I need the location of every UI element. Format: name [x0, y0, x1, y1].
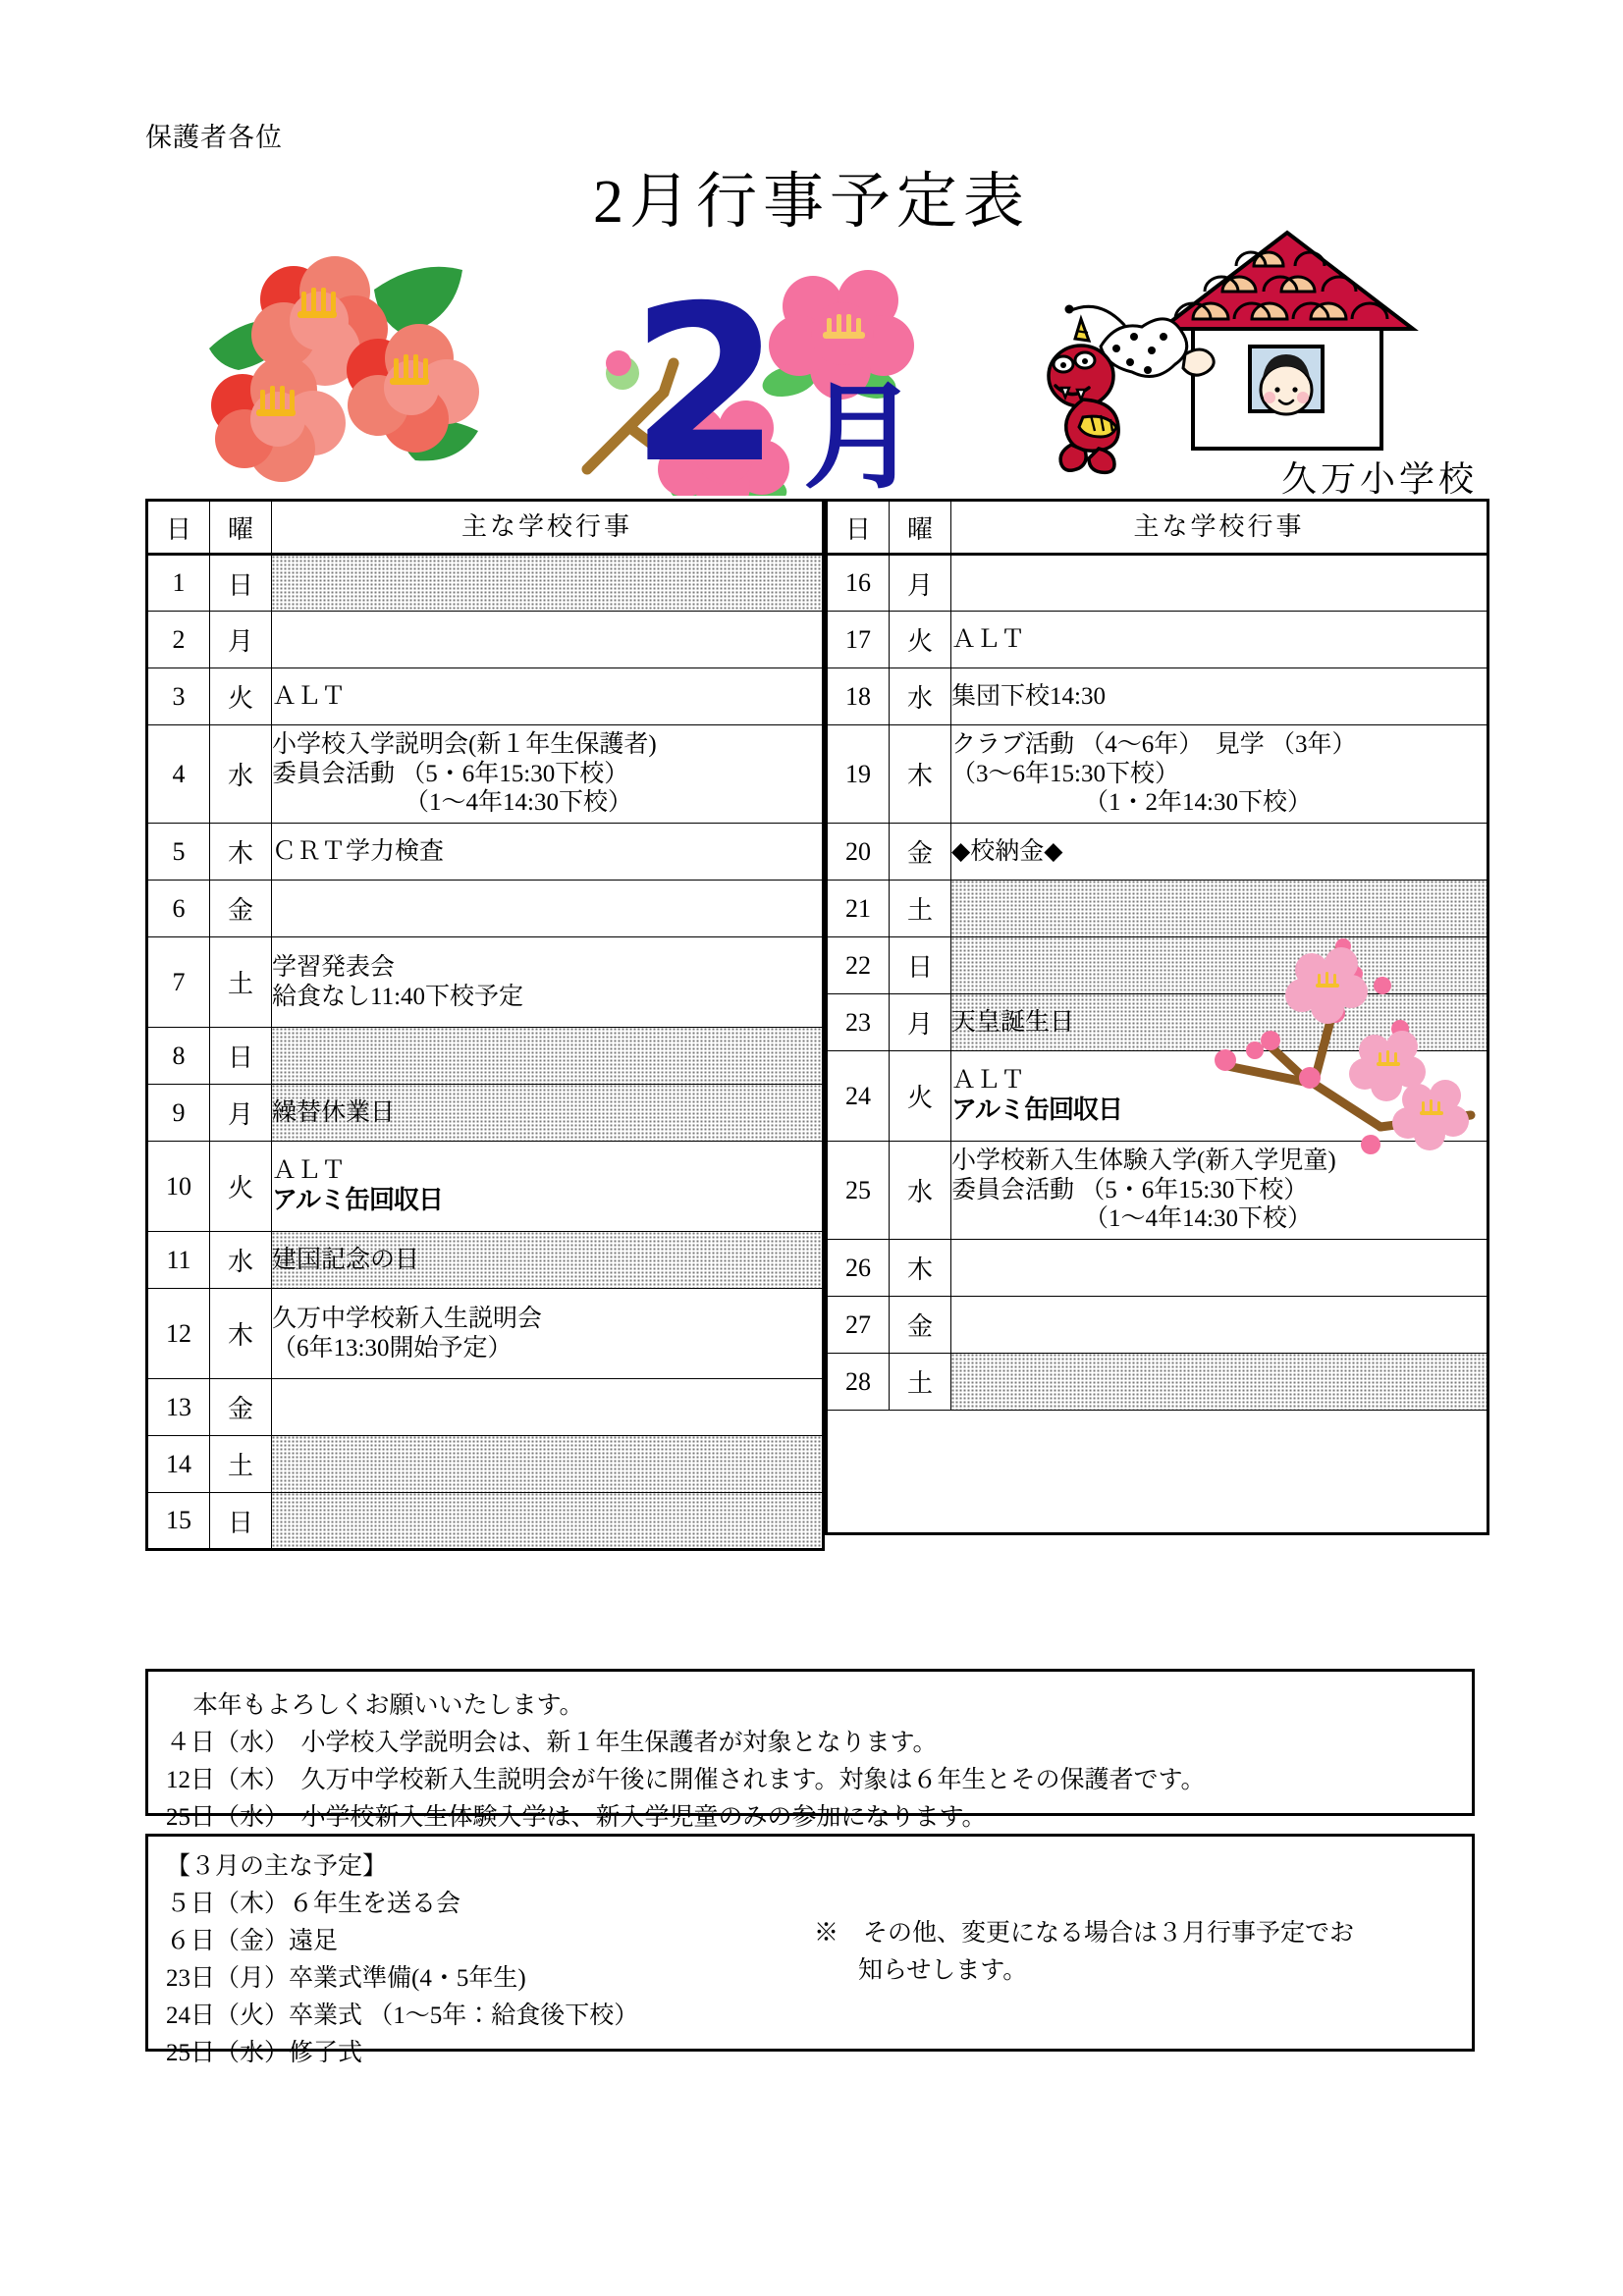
day-number: 8 — [147, 1028, 210, 1085]
event-line: （3〜6年15:30下校） — [951, 760, 1179, 787]
day-number: 2 — [147, 612, 210, 668]
march-item: 24日（火）卒業式 （1〜5年：給食後下校） — [166, 2002, 639, 2029]
header-dow: 曜 — [210, 501, 272, 555]
header-day: 日 — [147, 501, 210, 555]
event-cell — [272, 1436, 824, 1493]
day-of-week: 水 — [890, 1142, 951, 1240]
event-line: 繰替休業日 — [272, 1098, 396, 1126]
event-line: クラブ活動 （4〜6年） 見学 （3年） — [951, 731, 1357, 759]
header-events: 主な学校行事 — [951, 501, 1488, 555]
table-row — [827, 994, 1488, 1051]
day-of-week: 水 — [210, 725, 272, 824]
day-of-week: 月 — [210, 612, 272, 668]
table-row — [147, 1085, 824, 1142]
table-row — [147, 1028, 824, 1085]
march-item: 23日（月）卒業式準備(4・5年生) — [166, 1965, 526, 1992]
event-line: 小学校入学説明会(新１年生保護者) — [272, 731, 657, 759]
march-item: ５日（木）６年生を送る会 — [166, 1891, 461, 1917]
table-row — [827, 555, 1488, 612]
day-of-week: 金 — [890, 1297, 951, 1354]
day-number: 15 — [147, 1493, 210, 1550]
event-cell — [272, 937, 824, 1028]
table-header-row — [827, 501, 1488, 555]
event-cell — [272, 1028, 824, 1085]
event-cell — [272, 881, 824, 937]
table-row — [827, 668, 1488, 725]
table-row — [147, 1436, 824, 1493]
svg-text:月: 月 — [803, 369, 920, 496]
day-of-week: 月 — [890, 555, 951, 612]
event-line: （6年13:30開始予定） — [272, 1334, 513, 1362]
event-line: （1・2年14:30下校） — [1084, 789, 1312, 817]
day-number: 26 — [827, 1240, 890, 1297]
empty-filler-cell — [827, 1411, 1488, 1534]
day-number: 24 — [827, 1051, 890, 1142]
day-number: 27 — [827, 1297, 890, 1354]
day-number: 16 — [827, 555, 890, 612]
march-item: 25日（水）修了式 — [166, 2040, 363, 2066]
day-of-week: 日 — [890, 937, 951, 994]
page-title: 2月行事予定表 — [592, 169, 1030, 236]
event-cell — [951, 881, 1488, 937]
event-line: 久万中学校新入生説明会 — [272, 1306, 543, 1332]
table-row — [827, 1354, 1488, 1411]
march-schedule-box — [145, 1834, 1475, 2066]
table-row — [147, 824, 824, 881]
event-cell — [951, 1142, 1488, 1240]
calendar-table-first-half — [145, 499, 825, 1551]
setsubun-house-and-oni-icon — [1036, 221, 1458, 481]
header-dow: 曜 — [890, 501, 951, 555]
event-cell — [951, 1051, 1488, 1142]
march-aside-line-1: ※ その他、変更になる場合は３月行事予定でお — [814, 1920, 1355, 1947]
day-of-week: 水 — [210, 1232, 272, 1289]
table-row — [827, 725, 1488, 824]
event-cell — [951, 824, 1488, 881]
calendar-tables — [145, 499, 1481, 1551]
day-of-week: 金 — [890, 824, 951, 881]
day-number: 21 — [827, 881, 890, 937]
march-heading: 【３月の主な予定】 — [166, 1853, 388, 1880]
event-cell — [951, 994, 1488, 1051]
table-row — [147, 1379, 824, 1436]
event-line: ◆校納金◆ — [951, 837, 1063, 865]
day-of-week: 木 — [210, 1289, 272, 1379]
day-of-week: 木 — [210, 824, 272, 881]
event-line: ＡＬＴ — [951, 1067, 1026, 1095]
aluminum-can-collection-label: アルミ缶回収日 — [272, 1185, 443, 1215]
table-row — [147, 1232, 824, 1289]
march-items-list — [166, 1848, 794, 2072]
table-row — [827, 824, 1488, 881]
day-of-week: 日 — [210, 555, 272, 612]
table-row-empty — [827, 1411, 1488, 1534]
event-cell — [272, 1232, 824, 1289]
event-line: 委員会活動 （5・6年15:30下校） — [951, 1176, 1309, 1203]
day-number: 3 — [147, 668, 210, 725]
day-number: 9 — [147, 1085, 210, 1142]
table-row — [827, 1051, 1488, 1142]
day-of-week: 金 — [210, 1379, 272, 1436]
day-of-week: 土 — [210, 1436, 272, 1493]
event-cell — [272, 1289, 824, 1379]
event-cell — [951, 937, 1488, 994]
event-line: 小学校新入生体験入学(新入学児童) — [951, 1148, 1336, 1175]
event-cell — [272, 555, 824, 612]
event-line: （1〜4年14:30下校） — [1084, 1205, 1312, 1233]
day-of-week: 火 — [890, 612, 951, 668]
event-cell — [272, 668, 824, 725]
day-number: 23 — [827, 994, 890, 1051]
day-of-week: 土 — [890, 881, 951, 937]
day-number: 1 — [147, 555, 210, 612]
day-of-week: 水 — [890, 668, 951, 725]
event-line: 集団下校14:30 — [951, 682, 1106, 710]
day-of-week: 日 — [210, 1493, 272, 1550]
day-of-week: 火 — [210, 1142, 272, 1232]
day-number: 20 — [827, 824, 890, 881]
table-header-row — [147, 501, 824, 555]
event-line: 学習発表会 — [272, 954, 396, 981]
table-row — [827, 1240, 1488, 1297]
aluminum-can-collection-label: アルミ缶回収日 — [951, 1095, 1122, 1125]
event-line: 建国記念の日 — [272, 1246, 420, 1273]
event-line: 天皇誕生日 — [951, 1008, 1075, 1036]
day-of-week: 土 — [210, 937, 272, 1028]
table-row — [147, 725, 824, 824]
event-line: 給食なし11:40下校予定 — [272, 983, 524, 1010]
event-cell — [951, 725, 1488, 824]
march-aside-line-2: 知らせします。 — [858, 1957, 1028, 1984]
day-number: 22 — [827, 937, 890, 994]
table-row — [147, 555, 824, 612]
event-line: ＡＬＴ — [951, 625, 1026, 653]
table-row — [147, 1289, 824, 1379]
school-name: 久万小学校 — [1280, 459, 1478, 499]
table-row — [147, 1142, 824, 1232]
day-of-week: 土 — [890, 1354, 951, 1411]
day-number: 5 — [147, 824, 210, 881]
note-line-3: 12日（木） 久万中学校新入生説明会が午後に開催されます。対象は６年生とその保護者です。 — [166, 1767, 1206, 1793]
event-cell — [951, 1297, 1488, 1354]
event-cell — [951, 668, 1488, 725]
day-number: 12 — [147, 1289, 210, 1379]
day-number: 25 — [827, 1142, 890, 1240]
event-cell — [272, 824, 824, 881]
day-of-week: 金 — [210, 881, 272, 937]
event-cell — [272, 725, 824, 824]
march-note-aside — [814, 1848, 1403, 1990]
day-number: 17 — [827, 612, 890, 668]
table-row — [147, 612, 824, 668]
day-of-week: 月 — [890, 994, 951, 1051]
day-number: 6 — [147, 881, 210, 937]
table-row — [827, 1297, 1488, 1354]
day-number: 18 — [827, 668, 890, 725]
event-cell — [951, 612, 1488, 668]
day-of-week: 日 — [210, 1028, 272, 1085]
day-of-week: 月 — [210, 1085, 272, 1142]
event-line: ＡＬＴ — [272, 682, 347, 710]
table-row — [147, 937, 824, 1028]
day-number: 28 — [827, 1354, 890, 1411]
event-line: 委員会活動 （5・6年15:30下校） — [272, 760, 629, 787]
table-row — [827, 612, 1488, 668]
event-line: ＡＬＴ — [272, 1157, 347, 1185]
table-row — [147, 1493, 824, 1550]
day-number: 11 — [147, 1232, 210, 1289]
table-row — [147, 881, 824, 937]
day-of-week: 木 — [890, 1240, 951, 1297]
event-cell — [272, 1493, 824, 1550]
event-cell — [272, 1142, 824, 1232]
day-of-week: 火 — [890, 1051, 951, 1142]
event-cell — [951, 555, 1488, 612]
event-cell — [272, 612, 824, 668]
day-number: 7 — [147, 937, 210, 1028]
event-cell — [951, 1240, 1488, 1297]
day-number: 10 — [147, 1142, 210, 1232]
table-row — [827, 937, 1488, 994]
table-row — [827, 881, 1488, 937]
note-line-2: ４日（水） 小学校入学説明会は、新１年生保護者が対象となります。 — [166, 1730, 938, 1756]
day-number: 14 — [147, 1436, 210, 1493]
day-of-week: 木 — [890, 725, 951, 824]
month-logo-icon — [579, 236, 962, 496]
svg-text:2: 2 — [630, 259, 782, 496]
note-line-4: 25日（水） 小学校新入生体験入学は、新入学児童のみの参加になります。 — [166, 1804, 987, 1831]
day-number: 19 — [827, 725, 890, 824]
event-cell — [272, 1085, 824, 1142]
day-of-week: 火 — [210, 668, 272, 725]
event-line: （1〜4年14:30下校） — [405, 789, 632, 817]
table-row — [147, 668, 824, 725]
calendar-table-second-half — [825, 499, 1489, 1535]
note-line-1: 本年もよろしくお願いいたします。 — [192, 1692, 584, 1719]
march-item: ６日（金）遠足 — [166, 1928, 339, 1954]
event-cell — [951, 1354, 1488, 1411]
table-row — [827, 1142, 1488, 1240]
event-line: ＣＲＴ学力検査 — [272, 837, 445, 865]
camellia-flowers-icon — [191, 231, 506, 496]
notes-box — [145, 1669, 1475, 1831]
header-events: 主な学校行事 — [272, 501, 824, 555]
addressee-label: 保護者各位 — [145, 123, 283, 152]
day-number: 13 — [147, 1379, 210, 1436]
day-number: 4 — [147, 725, 210, 824]
header-day: 日 — [827, 501, 890, 555]
event-cell — [272, 1379, 824, 1436]
